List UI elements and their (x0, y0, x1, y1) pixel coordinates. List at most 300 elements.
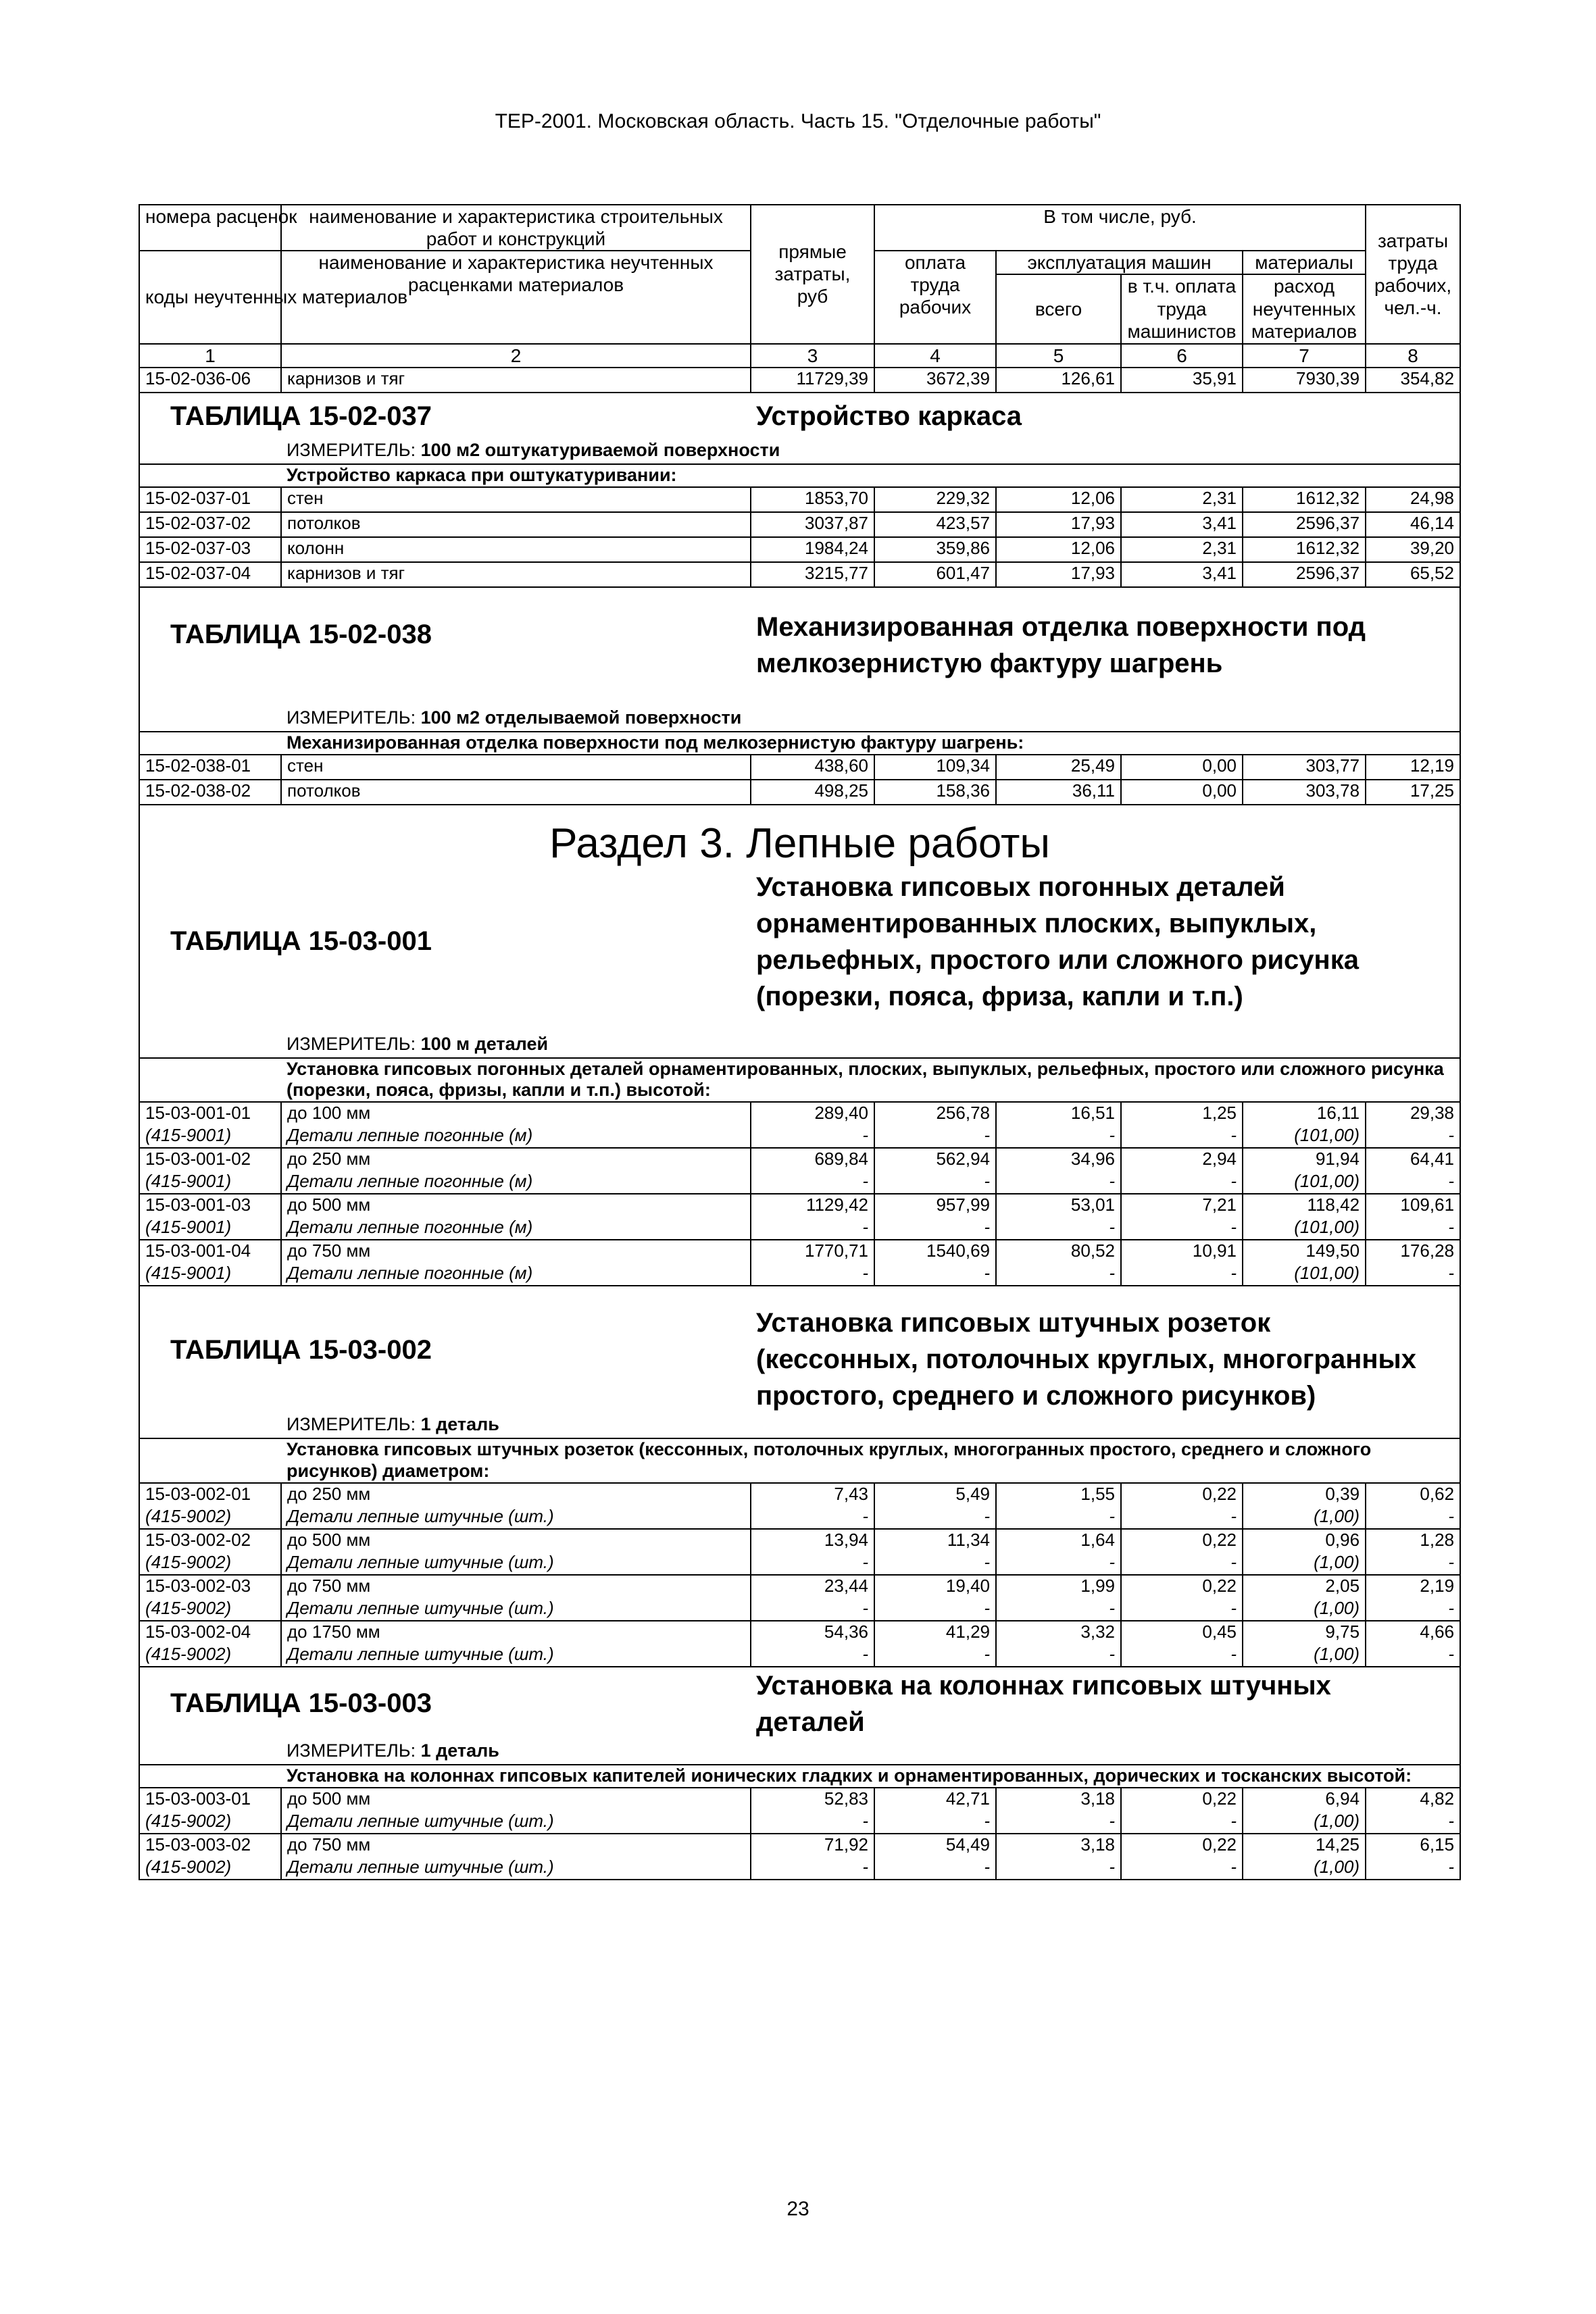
table-row (139, 1834, 1460, 1857)
material-name: Детали лепные штучные (шт.) (281, 1598, 751, 1621)
value-cell: 118,42 (1243, 1194, 1366, 1217)
value-cell: - (996, 1171, 1121, 1194)
value-cell: - (996, 1644, 1121, 1667)
value-cell: - (1366, 1171, 1460, 1194)
value-cell: 80,52 (996, 1240, 1121, 1263)
material-name: Детали лепные штучные (шт.) (281, 1644, 751, 1667)
value-cell: 14,25 (1243, 1834, 1366, 1857)
rate-code: 15-02-037-01 (139, 487, 281, 512)
value-cell: 2,31 (1121, 537, 1243, 562)
work-name: колонн (281, 537, 751, 562)
value-cell: 303,77 (1243, 755, 1366, 780)
value-cell: 1540,69 (874, 1240, 996, 1263)
measure-label: ИЗМЕРИТЕЛЬ: (286, 1414, 416, 1435)
value-cell: 0,22 (1121, 1529, 1243, 1552)
header-material-consumption: расход неучтенных материалов (1243, 274, 1366, 344)
material-row (139, 1217, 1460, 1240)
value-cell: 0,45 (1121, 1621, 1243, 1644)
material-name: Детали лепные штучные (шт.) (281, 1857, 751, 1880)
value-cell: - (751, 1552, 874, 1575)
group-header-row (139, 1058, 1460, 1103)
value-cell: 17,93 (996, 512, 1121, 537)
value-cell: 25,49 (996, 755, 1121, 780)
group-header: Установка гипсовых штучных розеток (кессонных, потолочных круглых, многогранных простого, среднего и сложного рисунков) диаметром: (281, 1438, 1460, 1483)
value-cell: 1612,32 (1243, 537, 1366, 562)
group-spacer (139, 1058, 281, 1103)
value-cell: 0,00 (1121, 755, 1243, 780)
measure-label: ИЗМЕРИТЕЛЬ: (286, 439, 416, 460)
table-title: ТАБЛИЦА 15-02-038 (139, 587, 751, 682)
value-cell: - (996, 1857, 1121, 1880)
value-cell: 1,25 (1121, 1102, 1243, 1125)
rate-code: 15-03-003-02 (139, 1834, 281, 1857)
material-code: (415-9002) (139, 1506, 281, 1529)
table-title: ТАБЛИЦА 15-02-037 (139, 393, 751, 440)
value-cell: 0,22 (1121, 1483, 1243, 1506)
value-cell: 71,92 (751, 1834, 874, 1857)
value-cell: (101,00) (1243, 1263, 1366, 1286)
value-cell: 1853,70 (751, 487, 874, 512)
measure-row (139, 1034, 1460, 1058)
value-cell: 34,96 (996, 1148, 1121, 1171)
value-cell: - (1121, 1263, 1243, 1286)
material-code: (415-9002) (139, 1552, 281, 1575)
value-cell: - (1366, 1644, 1460, 1667)
value-cell: - (996, 1263, 1121, 1286)
value-cell: - (1366, 1857, 1460, 1880)
measure-value: 1 деталь (420, 1740, 499, 1761)
value-cell: 438,60 (751, 755, 874, 780)
table-row (139, 512, 1460, 537)
table-row (139, 1148, 1460, 1171)
header-machinist-wages: в т.ч. оплата труда машинистов (1121, 274, 1243, 344)
value-cell: - (751, 1125, 874, 1148)
group-spacer (139, 732, 281, 755)
table-row (139, 1788, 1460, 1811)
value-cell: 0,22 (1121, 1834, 1243, 1857)
value-cell: 0,22 (1121, 1788, 1243, 1811)
value-cell: 2,19 (1366, 1575, 1460, 1598)
group-header-row (139, 464, 1460, 487)
table-description: Установка гипсовых штучных розеток (кессонных, потолочных круглых, многогранных простого, среднего и сложного рисунков) (751, 1286, 1460, 1414)
table-description: Установка на колоннах гипсовых штучных деталей (751, 1667, 1460, 1740)
material-row (139, 1506, 1460, 1529)
table-title-row (139, 587, 1460, 682)
value-cell: 3037,87 (751, 512, 874, 537)
value-cell: 0,00 (1121, 780, 1243, 805)
value-cell: - (996, 1217, 1121, 1240)
measure-spacer (139, 1740, 281, 1765)
value-cell: 109,34 (874, 755, 996, 780)
work-name: до 250 мм (281, 1148, 751, 1171)
value-cell: - (996, 1125, 1121, 1148)
spacer (139, 1015, 1460, 1034)
estimate-table (139, 204, 1461, 1880)
group-header: Установка гипсовых погонных деталей орнаментированных, плоских, выпуклых, рельефных, простого или сложного рисунка (порезки, пояса, фризы, капли и т.п.) высотой: (281, 1058, 1460, 1103)
value-cell: (101,00) (1243, 1171, 1366, 1194)
measure-label: ИЗМЕРИТЕЛЬ: (286, 707, 416, 728)
value-cell: - (751, 1171, 874, 1194)
column-number: 2 (281, 344, 751, 368)
value-cell: - (1366, 1598, 1460, 1621)
rate-code: 15-03-002-02 (139, 1529, 281, 1552)
value-cell: - (996, 1598, 1121, 1621)
work-name: до 750 мм (281, 1834, 751, 1857)
rate-code: 15-03-001-01 (139, 1102, 281, 1125)
value-cell: 256,78 (874, 1102, 996, 1125)
value-cell: - (1366, 1811, 1460, 1834)
material-name: Детали лепные штучные (шт.) (281, 1811, 751, 1834)
measure-row (139, 707, 1460, 732)
table-title-row (139, 869, 1460, 1015)
column-number: 1 (139, 344, 281, 368)
value-cell: 9,75 (1243, 1621, 1366, 1644)
value-cell: 1984,24 (751, 537, 874, 562)
value-cell: 10,91 (1121, 1240, 1243, 1263)
material-name: Детали лепные штучные (шт.) (281, 1506, 751, 1529)
value-cell: 64,41 (1366, 1148, 1460, 1171)
value-cell: 3,41 (1121, 562, 1243, 587)
table-row (139, 487, 1460, 512)
value-cell: 957,99 (874, 1194, 996, 1217)
value-cell: 359,86 (874, 537, 996, 562)
material-row (139, 1125, 1460, 1148)
value-cell: 498,25 (751, 780, 874, 805)
rate-code: 15-02-038-01 (139, 755, 281, 780)
material-name: Детали лепные погонные (м) (281, 1171, 751, 1194)
group-header: Механизированная отделка поверхности под мелкозернистую фактуру шагрень: (281, 732, 1460, 755)
material-code: (415-9001) (139, 1263, 281, 1286)
rate-code: 15-03-002-01 (139, 1483, 281, 1506)
value-cell: 3672,39 (874, 368, 996, 393)
table-row (139, 1194, 1460, 1217)
value-cell: 52,83 (751, 1788, 874, 1811)
value-cell: - (874, 1125, 996, 1148)
value-cell: - (1366, 1506, 1460, 1529)
header-machines: эксплуатация машин (996, 251, 1243, 274)
value-cell: 91,94 (1243, 1148, 1366, 1171)
rate-code: 15-03-002-04 (139, 1621, 281, 1644)
value-cell: 54,49 (874, 1834, 996, 1857)
value-cell: 17,93 (996, 562, 1121, 587)
value-cell: 17,25 (1366, 780, 1460, 805)
rate-code: 15-02-037-03 (139, 537, 281, 562)
table-description: Установка гипсовых погонных деталей орнаментированных плоских, выпуклых, рельефных, простого или сложного рисунка (порезки, пояса, фриза, капли и т.п.) (751, 869, 1460, 1015)
measure-label: ИЗМЕРИТЕЛЬ: (286, 1740, 416, 1761)
value-cell: - (1366, 1552, 1460, 1575)
measure-label: ИЗМЕРИТЕЛЬ: (286, 1033, 416, 1054)
value-cell: 0,22 (1121, 1575, 1243, 1598)
material-row (139, 1552, 1460, 1575)
header-direct-costs: прямые затраты, руб (751, 205, 874, 344)
work-name: до 500 мм (281, 1529, 751, 1552)
value-cell: - (874, 1506, 996, 1529)
value-cell: 7,21 (1121, 1194, 1243, 1217)
value-cell: 2,05 (1243, 1575, 1366, 1598)
value-cell: - (996, 1811, 1121, 1834)
group-header-row (139, 1438, 1460, 1483)
value-cell: - (996, 1552, 1121, 1575)
measure-unit (281, 707, 1460, 732)
value-cell: 29,38 (1366, 1102, 1460, 1125)
value-cell: 109,61 (1366, 1194, 1460, 1217)
value-cell: 16,51 (996, 1102, 1121, 1125)
value-cell: - (751, 1217, 874, 1240)
value-cell: - (751, 1598, 874, 1621)
value-cell: 36,11 (996, 780, 1121, 805)
header-codes: номера расценок (139, 205, 281, 251)
measure-spacer (139, 1414, 281, 1438)
value-cell: 5,49 (874, 1483, 996, 1506)
value-cell: 12,06 (996, 487, 1121, 512)
group-spacer (139, 464, 281, 487)
material-code: (415-9001) (139, 1171, 281, 1194)
value-cell: - (1121, 1811, 1243, 1834)
material-row (139, 1171, 1460, 1194)
value-cell: - (874, 1171, 996, 1194)
value-cell: 1770,71 (751, 1240, 874, 1263)
table-row (139, 1102, 1460, 1125)
measure-unit (281, 440, 1460, 464)
table-title: ТАБЛИЦА 15-03-003 (139, 1667, 751, 1740)
value-cell: 2596,37 (1243, 512, 1366, 537)
header-labor-costs: затраты труда рабочих, чел.-ч. (1366, 205, 1460, 344)
material-row (139, 1263, 1460, 1286)
value-cell: - (874, 1644, 996, 1667)
value-cell: 24,98 (1366, 487, 1460, 512)
header-material-name: наименование и характеристика неучтенных расценками материалов (281, 251, 751, 344)
rate-code: 15-03-003-01 (139, 1788, 281, 1811)
column-number: 5 (996, 344, 1121, 368)
rate-code: 15-03-001-04 (139, 1240, 281, 1263)
header-work-name: наименование и характеристика строительных работ и конструкций (281, 205, 751, 251)
table-row (139, 537, 1460, 562)
group-spacer (139, 1765, 281, 1788)
value-cell: 229,32 (874, 487, 996, 512)
table-row (139, 1240, 1460, 1263)
value-cell: 46,14 (1366, 512, 1460, 537)
value-cell: - (1121, 1644, 1243, 1667)
value-cell: - (1366, 1263, 1460, 1286)
material-code: (415-9002) (139, 1811, 281, 1834)
table-title-row (139, 1286, 1460, 1414)
value-cell: 2,31 (1121, 487, 1243, 512)
value-cell: 42,71 (874, 1788, 996, 1811)
group-header: Установка на колоннах гипсовых капителей ионических гладких и орнаментированных, дорических и тосканских высотой: (281, 1765, 1460, 1788)
work-name: до 750 мм (281, 1240, 751, 1263)
section-heading-row (139, 805, 1460, 869)
value-cell: 0,96 (1243, 1529, 1366, 1552)
value-cell: - (1121, 1171, 1243, 1194)
table-row (139, 1483, 1460, 1506)
section-heading: Раздел 3. Лепные работы (139, 805, 1460, 869)
table-title-row (139, 1667, 1460, 1740)
measure-row (139, 440, 1460, 464)
value-cell: 2596,37 (1243, 562, 1366, 587)
material-row (139, 1598, 1460, 1621)
value-cell: - (996, 1506, 1121, 1529)
value-cell: 3,32 (996, 1621, 1121, 1644)
measure-row (139, 1740, 1460, 1765)
material-row (139, 1644, 1460, 1667)
value-cell: 689,84 (751, 1148, 874, 1171)
material-code: (415-9002) (139, 1644, 281, 1667)
value-cell: - (751, 1263, 874, 1286)
table-row (139, 562, 1460, 587)
value-cell: - (1121, 1552, 1243, 1575)
value-cell: 4,82 (1366, 1788, 1460, 1811)
value-cell: 176,28 (1366, 1240, 1460, 1263)
value-cell: - (1121, 1857, 1243, 1880)
value-cell: - (874, 1217, 996, 1240)
spacer-row (139, 682, 1460, 707)
material-name: Детали лепные погонные (м) (281, 1217, 751, 1240)
header-row-1 (139, 205, 1460, 251)
material-name: Детали лепные погонные (м) (281, 1125, 751, 1148)
value-cell: 11,34 (874, 1529, 996, 1552)
rate-code: 15-03-001-03 (139, 1194, 281, 1217)
page-title: ТЕР-2001. Московская область. Часть 15. "Отделочные работы" (495, 110, 1101, 132)
value-cell: 601,47 (874, 562, 996, 587)
value-cell: 1,64 (996, 1529, 1121, 1552)
value-cell: 1,99 (996, 1575, 1121, 1598)
value-cell: 6,94 (1243, 1788, 1366, 1811)
header-material-codes: коды неучтенных материалов (139, 251, 281, 344)
value-cell: 53,01 (996, 1194, 1121, 1217)
value-cell: 6,15 (1366, 1834, 1460, 1857)
group-header-row (139, 1765, 1460, 1788)
value-cell: 289,40 (751, 1102, 874, 1125)
material-code: (415-9002) (139, 1857, 281, 1880)
table-description: Механизированная отделка поверхности под мелкозернистую фактуру шагрень (751, 587, 1460, 682)
measure-spacer (139, 440, 281, 464)
value-cell: 354,82 (1366, 368, 1460, 393)
value-cell: 1,28 (1366, 1529, 1460, 1552)
value-cell: 4,66 (1366, 1621, 1460, 1644)
measure-unit (281, 1034, 1460, 1058)
column-number: 3 (751, 344, 874, 368)
value-cell: 12,06 (996, 537, 1121, 562)
column-number: 8 (1366, 344, 1460, 368)
value-cell: 3,18 (996, 1834, 1121, 1857)
work-name: до 1750 мм (281, 1621, 751, 1644)
value-cell: - (874, 1552, 996, 1575)
measure-unit (281, 1414, 1460, 1438)
value-cell: 7930,39 (1243, 368, 1366, 393)
value-cell: - (751, 1857, 874, 1880)
rate-code: 15-02-038-02 (139, 780, 281, 805)
value-cell: (1,00) (1243, 1644, 1366, 1667)
value-cell: 11729,39 (751, 368, 874, 393)
work-name: карнизов и тяг (281, 562, 751, 587)
work-name: стен (281, 487, 751, 512)
value-cell: 19,40 (874, 1575, 996, 1598)
group-spacer (139, 1438, 281, 1483)
value-cell: 2,94 (1121, 1148, 1243, 1171)
table-row (139, 368, 1460, 393)
rate-code: 15-03-001-02 (139, 1148, 281, 1171)
value-cell: - (1121, 1125, 1243, 1148)
measure-unit (281, 1740, 1460, 1765)
header-machines-total: всего (996, 274, 1121, 344)
work-name: потолков (281, 780, 751, 805)
value-cell: 423,57 (874, 512, 996, 537)
measure-spacer (139, 1034, 281, 1058)
rate-code: 15-02-036-06 (139, 368, 281, 393)
rate-code: 15-02-037-04 (139, 562, 281, 587)
column-number: 7 (1243, 344, 1366, 368)
measure-value: 100 м деталей (420, 1033, 549, 1054)
value-cell: 39,20 (1366, 537, 1460, 562)
value-cell: (1,00) (1243, 1598, 1366, 1621)
value-cell: - (874, 1263, 996, 1286)
value-cell: - (1121, 1217, 1243, 1240)
value-cell: 65,52 (1366, 562, 1460, 587)
value-cell: 3,18 (996, 1788, 1121, 1811)
spacer-row (139, 1015, 1460, 1034)
value-cell: - (1366, 1125, 1460, 1148)
work-name: до 750 мм (281, 1575, 751, 1598)
rate-code: 15-02-037-02 (139, 512, 281, 537)
material-row (139, 1857, 1460, 1880)
header-wages: оплата труда рабочих (874, 251, 996, 344)
value-cell: (101,00) (1243, 1217, 1366, 1240)
column-number: 6 (1121, 344, 1243, 368)
value-cell: 7,43 (751, 1483, 874, 1506)
value-cell: 41,29 (874, 1621, 996, 1644)
value-cell: - (751, 1644, 874, 1667)
value-cell: 1612,32 (1243, 487, 1366, 512)
table-row (139, 1621, 1460, 1644)
value-cell: 0,39 (1243, 1483, 1366, 1506)
table-description: Устройство каркаса (751, 393, 1460, 440)
page-number: 23 (787, 2198, 809, 2220)
header-including: В том числе, руб. (874, 205, 1366, 251)
material-row (139, 1811, 1460, 1834)
value-cell: 149,50 (1243, 1240, 1366, 1263)
value-cell: (101,00) (1243, 1125, 1366, 1148)
value-cell: (1,00) (1243, 1811, 1366, 1834)
measure-value: 100 м2 оштукатуриваемой поверхности (420, 439, 780, 460)
value-cell: 126,61 (996, 368, 1121, 393)
material-name: Детали лепные погонные (м) (281, 1263, 751, 1286)
work-name: стен (281, 755, 751, 780)
group-header: Устройство каркаса при оштукатуривании: (281, 464, 1460, 487)
column-number: 4 (874, 344, 996, 368)
material-name: Детали лепные штучные (шт.) (281, 1552, 751, 1575)
value-cell: 54,36 (751, 1621, 874, 1644)
value-cell: 23,44 (751, 1575, 874, 1598)
estimate-table-body (139, 205, 1460, 1880)
measure-value: 1 деталь (420, 1414, 499, 1435)
value-cell: 3,41 (1121, 512, 1243, 537)
material-code: (415-9001) (139, 1217, 281, 1240)
value-cell: - (1121, 1506, 1243, 1529)
value-cell: 562,94 (874, 1148, 996, 1171)
material-code: (415-9001) (139, 1125, 281, 1148)
work-name: потолков (281, 512, 751, 537)
value-cell: 16,11 (1243, 1102, 1366, 1125)
value-cell: 303,78 (1243, 780, 1366, 805)
measure-row (139, 1414, 1460, 1438)
work-name: карнизов и тяг (281, 368, 751, 393)
value-cell: - (751, 1811, 874, 1834)
value-cell: - (1366, 1217, 1460, 1240)
value-cell: 35,91 (1121, 368, 1243, 393)
value-cell: 1,55 (996, 1483, 1121, 1506)
header-column-numbers (139, 344, 1460, 368)
measure-spacer (139, 707, 281, 732)
